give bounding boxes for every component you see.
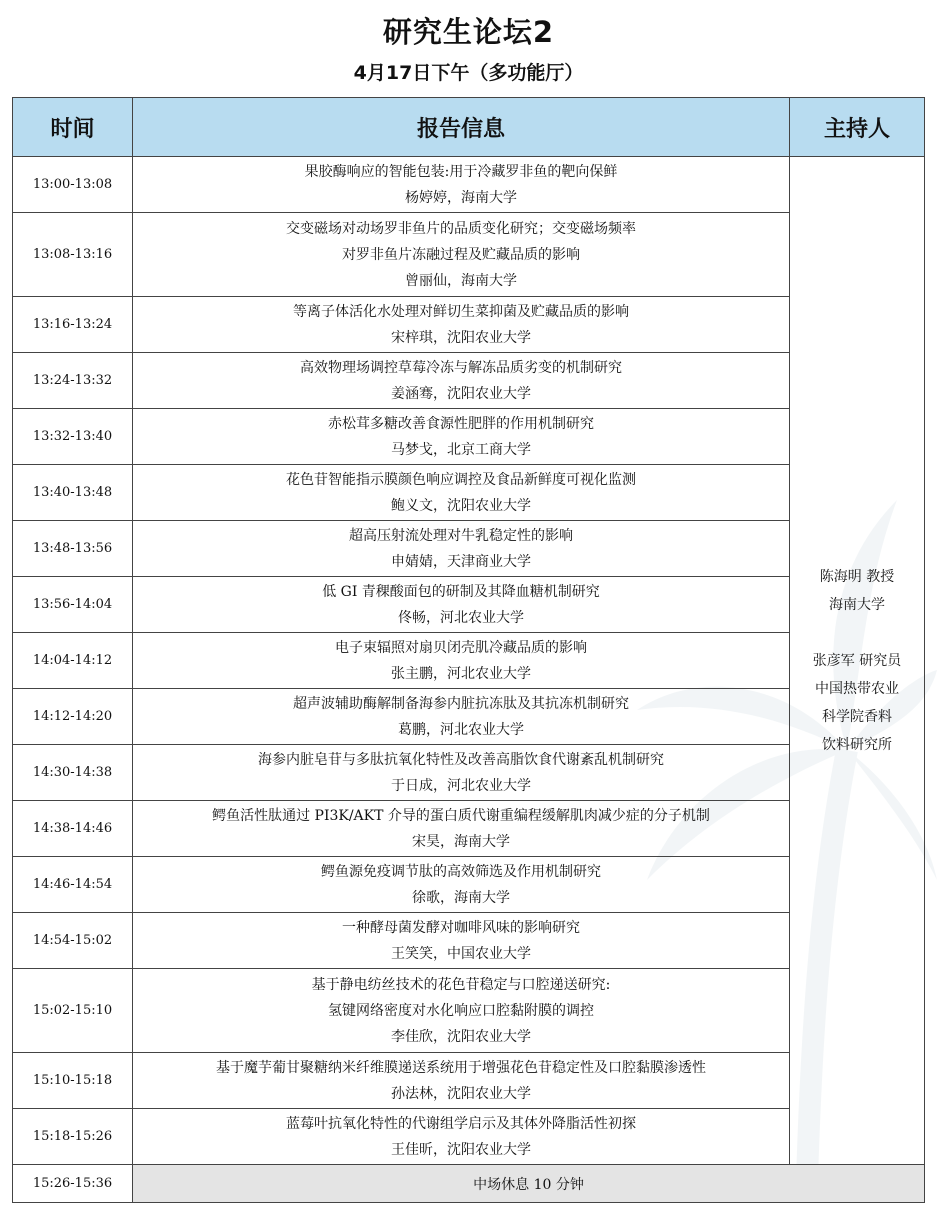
session-info [133, 1109, 790, 1165]
host-1-org: 海南大学 [829, 596, 885, 613]
session-info [133, 465, 790, 521]
host-2-org: 饮料研究所 [822, 736, 892, 753]
table-row [13, 157, 925, 213]
speaker: 葛鹏，河北农业大学 [398, 721, 524, 738]
table-row [13, 745, 925, 801]
break-row [13, 1165, 925, 1203]
page-subtitle: 4月17日下午（多功能厅） [353, 62, 584, 84]
session-info [133, 521, 790, 577]
table-row [13, 689, 925, 745]
speaker: 申婧婧，天津商业大学 [391, 553, 531, 570]
break-label: 中场休息 10 分钟 [133, 1165, 925, 1203]
talk-title: 等离子体活化水处理对鲜切生菜抑菌及贮藏品质的影响 [293, 303, 629, 320]
talk-title: 一种酵母菌发酵对咖啡风味的影响研究 [342, 919, 580, 936]
column-header-time: 时间 [13, 98, 133, 157]
session-info [133, 577, 790, 633]
table-row [13, 1109, 925, 1165]
session-info [133, 1053, 790, 1109]
speaker: 张主鹏，河北农业大学 [391, 665, 531, 682]
speaker: 杨婷婷，海南大学 [405, 189, 517, 206]
schedule-table [12, 97, 925, 1203]
table-row [13, 633, 925, 689]
table-row [13, 297, 925, 353]
session-info [133, 633, 790, 689]
table-row [13, 801, 925, 857]
session-time: 14:04-14:12 [13, 633, 133, 689]
session-time: 13:32-13:40 [13, 409, 133, 465]
speaker: 王佳昕，沈阳农业大学 [391, 1141, 531, 1158]
session-time: 13:56-14:04 [13, 577, 133, 633]
speaker: 孙法林，沈阳农业大学 [391, 1085, 531, 1102]
table-row [13, 465, 925, 521]
session-info [133, 745, 790, 801]
speaker: 马梦戈，北京工商大学 [391, 441, 531, 458]
talk-title: 花色苷智能指示膜颜色响应调控及食品新鲜度可视化监测 [286, 471, 636, 488]
session-time: 13:48-13:56 [13, 521, 133, 577]
speaker: 宋梓琪，沈阳农业大学 [391, 329, 531, 346]
speaker: 于日成，河北农业大学 [391, 777, 531, 794]
talk-title: 对罗非鱼片冻融过程及贮藏品质的影响 [342, 246, 580, 263]
table-header-row [13, 98, 925, 157]
speaker: 曾丽仙，海南大学 [405, 272, 517, 289]
host-1-name: 陈海明 教授 [819, 568, 895, 585]
session-info [133, 353, 790, 409]
host-2-name: 张彦军 研究员 [812, 652, 902, 669]
talk-title: 交变磁场对动场罗非鱼片的品质变化研究；交变磁场频率 [286, 220, 636, 237]
session-time: 13:16-13:24 [13, 297, 133, 353]
table-row [13, 409, 925, 465]
session-info [133, 969, 790, 1053]
speaker: 佟畅，河北农业大学 [398, 609, 524, 626]
table-row [13, 521, 925, 577]
session-info [133, 913, 790, 969]
column-header-report-info: 报告信息 [133, 98, 790, 157]
host-2-org: 科学院香料 [822, 708, 892, 725]
session-info [133, 213, 790, 297]
talk-title: 高效物理场调控草莓冷冻与解冻品质劣变的机制研究 [300, 359, 622, 376]
session-info [133, 857, 790, 913]
session-info [133, 157, 790, 213]
session-time: 13:40-13:48 [13, 465, 133, 521]
speaker: 王笑笑，中国农业大学 [391, 945, 531, 962]
table-row [13, 969, 925, 1053]
table-row [13, 857, 925, 913]
speaker: 李佳欣，沈阳农业大学 [391, 1028, 531, 1045]
talk-title: 蓝莓叶抗氧化特性的代谢组学启示及其体外降脂活性初探 [286, 1115, 636, 1132]
host-cell [790, 157, 925, 1165]
talk-title: 鳄鱼源免疫调节肽的高效筛选及作用机制研究 [321, 863, 601, 880]
session-time: 13:00-13:08 [13, 157, 133, 213]
table-row [13, 213, 925, 297]
break-time: 15:26-15:36 [13, 1165, 133, 1203]
talk-title: 低 GI 青稞酸面包的研制及其降血糖机制研究 [322, 583, 600, 600]
session-time: 14:12-14:20 [13, 689, 133, 745]
table-row [13, 577, 925, 633]
session-info [133, 409, 790, 465]
speaker: 鲍义文，沈阳农业大学 [391, 497, 531, 514]
session-time: 15:18-15:26 [13, 1109, 133, 1165]
session-time: 14:46-14:54 [13, 857, 133, 913]
session-info [133, 689, 790, 745]
table-row [13, 1053, 925, 1109]
table-row [13, 353, 925, 409]
talk-title: 基于静电纺丝技术的花色苷稳定与口腔递送研究: [311, 976, 611, 993]
talk-title: 氢键网络密度对水化响应口腔黏附膜的调控 [328, 1002, 594, 1019]
speaker: 徐歌，海南大学 [412, 889, 510, 906]
session-info [133, 297, 790, 353]
talk-title: 基于魔芋葡甘聚糖纳米纤维膜递送系统用于增强花色苷稳定性及口腔黏膜渗透性 [216, 1059, 706, 1076]
table-row [13, 913, 925, 969]
column-header-host: 主持人 [790, 98, 925, 157]
session-time: 14:38-14:46 [13, 801, 133, 857]
speaker: 姜涵骞，沈阳农业大学 [391, 385, 531, 402]
session-time: 14:54-15:02 [13, 913, 133, 969]
session-info [133, 801, 790, 857]
host-2-org: 中国热带农业 [815, 680, 899, 697]
session-time: 13:08-13:16 [13, 213, 133, 297]
session-time: 15:02-15:10 [13, 969, 133, 1053]
talk-title: 超声波辅助酶解制备海参内脏抗冻肽及其抗冻机制研究 [293, 695, 629, 712]
talk-title: 超高压射流处理对牛乳稳定性的影响 [349, 527, 573, 544]
talk-title: 赤松茸多糖改善食源性肥胖的作用机制研究 [328, 415, 594, 432]
talk-title: 鳄鱼活性肽通过 PI3K/AKT 介导的蛋白质代谢重编程缓解肌肉减少症的分子机制 [212, 807, 710, 824]
session-time: 13:24-13:32 [13, 353, 133, 409]
session-time: 14:30-14:38 [13, 745, 133, 801]
page-title: 研究生论坛2 [382, 15, 555, 49]
talk-title: 电子束辐照对扇贝闭壳肌冷藏品质的影响 [335, 639, 587, 656]
speaker: 宋昊，海南大学 [412, 833, 510, 850]
session-time: 15:10-15:18 [13, 1053, 133, 1109]
talk-title: 果胶酶响应的智能包装:用于冷藏罗非鱼的靶向保鲜 [304, 163, 618, 180]
talk-title: 海参内脏皂苷与多肽抗氧化特性及改善高脂饮食代谢紊乱机制研究 [258, 751, 664, 768]
